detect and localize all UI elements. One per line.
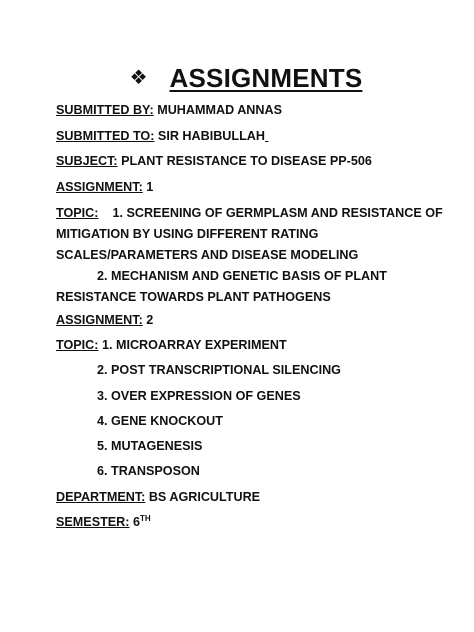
semester-line	[56, 515, 151, 529]
submitted-by-line	[56, 103, 282, 117]
assignment-2-topic-item-5: 5. MUTAGENESIS	[97, 439, 203, 453]
assignment-1-label: ASSIGNMENT:	[56, 180, 143, 194]
page-title: ASSIGNMENTS	[169, 62, 363, 93]
assignment-2-topic-item-6: 6. TRANSPOSON	[97, 464, 200, 478]
assignment-1-line	[56, 180, 153, 194]
department-label: DEPARTMENT:	[56, 490, 146, 504]
semester-value: 6	[132, 515, 140, 529]
title-row	[0, 58, 474, 98]
submitted-to-value: SIR HABIBULLAH	[157, 129, 265, 143]
submitted-by-value: MUHAMMAD ANNAS	[157, 103, 282, 117]
subject-label: SUBJECT:	[56, 154, 118, 168]
subject-line	[56, 154, 372, 168]
topic-2-line-1: 2. MECHANISM AND GENETIC BASIS OF PLANT	[97, 269, 387, 283]
semester-label: SEMESTER:	[56, 515, 130, 529]
assignment-1-topics	[56, 203, 443, 266]
submitted-to-label: SUBMITTED TO:	[56, 129, 155, 143]
semester-superscript: TH	[140, 513, 151, 523]
topic-1-text-1: 1. SCREENING OF GERMPLASM AND RESISTANCE OF	[112, 206, 443, 220]
assignment-2-topic-item-3: 3. OVER EXPRESSION OF GENES	[97, 389, 301, 403]
subject-value: PLANT RESISTANCE TO DISEASE PP-506	[121, 154, 372, 168]
submitted-to-line	[56, 129, 268, 143]
topic-2-line-2: RESISTANCE TOWARDS PLANT PATHOGENS	[56, 290, 331, 304]
submitted-by-label: SUBMITTED BY:	[56, 103, 154, 117]
assignment-1-topic-2	[56, 266, 421, 308]
assignment-2-label: ASSIGNMENT:	[56, 313, 143, 327]
department-line	[56, 490, 260, 504]
assignment-1-value: 1	[146, 180, 154, 194]
diamond-bullet-icon: ❖	[129, 67, 148, 89]
department-value: BS AGRICULTURE	[148, 490, 261, 504]
assignment-1-topic-label: TOPIC:	[56, 206, 99, 220]
assignment-2-topic-item-1: 1. MICROARRAY EXPERIMENT	[101, 338, 287, 352]
assignment-2-topic-item-4: 4. GENE KNOCKOUT	[97, 414, 223, 428]
assignment-2-topic-line	[56, 338, 287, 352]
topic-1-line-2: MITIGATION BY USING DIFFERENT RATING	[56, 227, 319, 241]
topic-1-line-1	[56, 203, 443, 224]
topic-1-line-3: SCALES/PARAMETERS AND DISEASE MODELING	[56, 248, 359, 262]
assignment-2-topic-item-2: 2. POST TRANSCRIPTIONAL SILENCING	[97, 363, 341, 377]
assignment-2-topic-label: TOPIC:	[56, 338, 99, 352]
assignment-2-line	[56, 313, 153, 327]
assignment-2-value: 2	[146, 313, 154, 327]
